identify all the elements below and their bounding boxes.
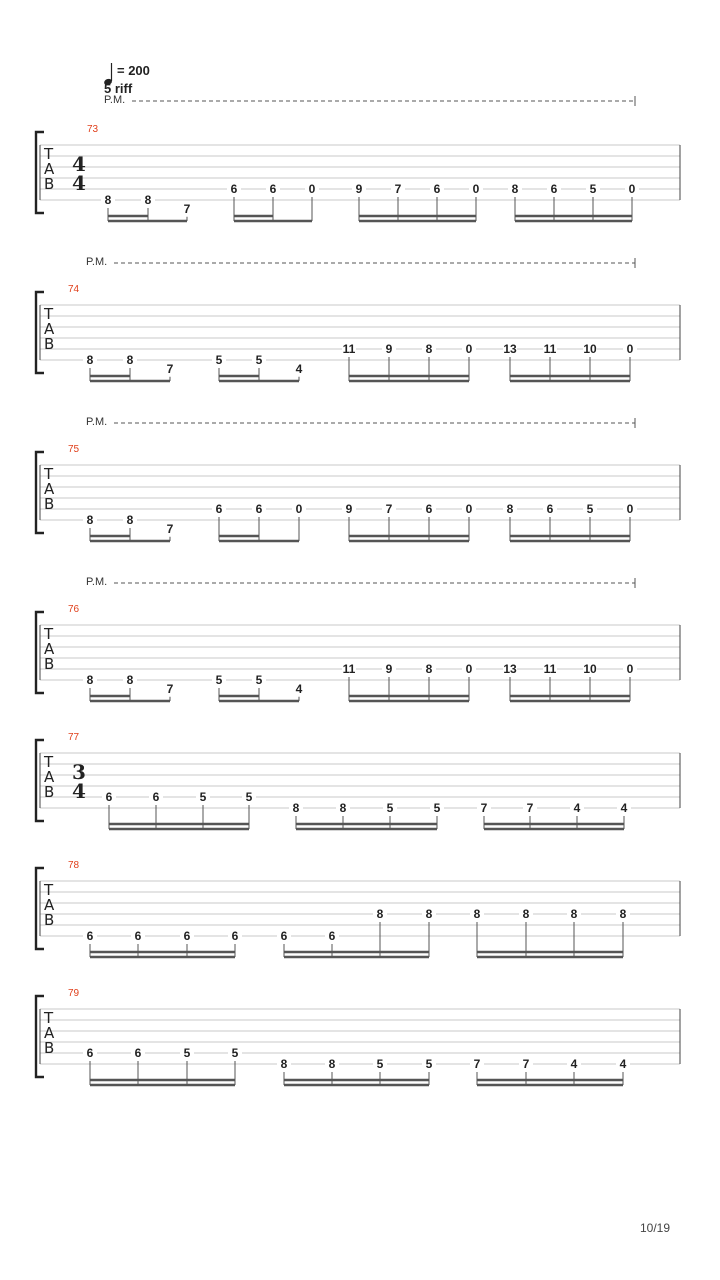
tab-clef-letter: T (44, 465, 54, 483)
tab-clef-letter: A (44, 768, 55, 786)
tab-note (305, 182, 319, 221)
tab-clef-letter: B (44, 335, 55, 353)
measure-number: 78 (68, 860, 80, 871)
measure-number: 76 (68, 604, 80, 615)
note-beam (349, 536, 469, 541)
fret-number: 4 (295, 681, 303, 696)
note-beam (510, 696, 630, 701)
note-beam (90, 952, 235, 957)
fret-number: 6 (86, 929, 94, 943)
fret-number: 8 (425, 342, 433, 356)
fret-number: 5 (255, 673, 263, 687)
palm-mute-label: P.M. (86, 256, 108, 268)
page-number: 10/19 (640, 1221, 671, 1235)
tab-clef-letter: T (44, 1009, 54, 1027)
fret-number: 8 (126, 353, 134, 367)
tab-note (616, 907, 630, 957)
fret-number: 6 (86, 1046, 94, 1060)
fret-number: 8 (292, 801, 300, 815)
fret-number: 6 (546, 502, 554, 516)
tempo-marking: = 200 (117, 63, 150, 78)
fret-number: 7 (394, 182, 402, 196)
fret-number: 0 (465, 502, 473, 516)
tab-clef-letter: A (44, 480, 55, 498)
tab-system (36, 256, 680, 381)
fret-number: 9 (355, 182, 363, 196)
fret-number: 8 (619, 907, 627, 921)
palm-mute-label: P.M. (86, 576, 108, 588)
fret-number: 13 (503, 342, 517, 356)
fret-number: 8 (425, 907, 433, 921)
fret-number: 10 (583, 342, 597, 356)
fret-number: 5 (199, 790, 207, 804)
fret-number: 5 (255, 353, 263, 367)
fret-number: 8 (126, 673, 134, 687)
fret-number: 0 (628, 182, 636, 196)
palm-mute-marking (86, 576, 635, 588)
fret-number: 6 (328, 929, 336, 943)
fret-number: 7 (385, 502, 393, 516)
tab-note (180, 202, 194, 221)
tab-note (163, 522, 177, 541)
fret-number: 0 (465, 662, 473, 676)
fret-number: 6 (433, 182, 441, 196)
fret-number: 9 (385, 662, 393, 676)
fret-number: 7 (473, 1057, 481, 1071)
fret-number: 9 (385, 342, 393, 356)
fret-number: 8 (104, 193, 112, 207)
fret-number: 11 (543, 342, 557, 356)
tab-clef-letter: B (44, 175, 55, 193)
tab-clef-letter: A (44, 1024, 55, 1042)
time-signature-top: 4 (72, 152, 86, 176)
measure-number: 79 (68, 988, 80, 999)
fret-number: 9 (345, 502, 353, 516)
measure-number: 75 (68, 444, 80, 455)
tab-clef-letter: T (44, 145, 54, 163)
fret-number: 5 (231, 1046, 239, 1060)
fret-number: 6 (134, 1046, 142, 1060)
tab-staff (40, 753, 680, 808)
time-signature (72, 152, 86, 195)
tab-note (470, 907, 484, 957)
time-signature (72, 760, 86, 803)
tab-system (36, 732, 680, 829)
note-beam (477, 952, 623, 957)
tab-note (567, 907, 581, 957)
tab-clef-letter: B (44, 911, 55, 929)
fret-number: 4 (573, 801, 581, 815)
fret-number: 6 (105, 790, 113, 804)
measure-number: 77 (68, 732, 80, 743)
fret-number: 5 (586, 502, 594, 516)
fret-number: 10 (583, 662, 597, 676)
palm-mute-marking (86, 416, 635, 428)
fret-number: 0 (465, 342, 473, 356)
fret-number: 5 (386, 801, 394, 815)
fret-number: 7 (183, 201, 191, 216)
tab-clef-letter: A (44, 896, 55, 914)
tab-clef-letter: T (44, 625, 54, 643)
fret-number: 4 (619, 1057, 627, 1071)
tab-system (36, 416, 680, 541)
fret-number: 6 (183, 929, 191, 943)
fret-number: 8 (126, 513, 134, 527)
tab-note (519, 907, 533, 957)
note-beam (296, 824, 437, 829)
fret-number: 7 (522, 1057, 530, 1071)
measure-number: 74 (68, 284, 80, 295)
note-beam (284, 952, 429, 957)
fret-number: 8 (506, 502, 514, 516)
fret-number: 6 (134, 929, 142, 943)
palm-mute-label: P.M. (86, 416, 108, 428)
fret-number: 7 (526, 801, 534, 815)
tab-note (422, 907, 436, 957)
tab-system (36, 860, 680, 957)
note-beam (349, 376, 469, 381)
tab-clef-letter: A (44, 640, 55, 658)
tab-staff (40, 881, 680, 936)
fret-number: 4 (620, 801, 628, 815)
note-beam (109, 824, 249, 829)
fret-number: 6 (230, 182, 238, 196)
fret-number: 8 (425, 662, 433, 676)
fret-number: 6 (215, 502, 223, 516)
tab-note (292, 502, 306, 541)
fret-number: 6 (425, 502, 433, 516)
fret-number: 8 (570, 907, 578, 921)
tab-system (36, 576, 680, 701)
fret-number: 5 (183, 1046, 191, 1060)
palm-mute-marking (104, 94, 635, 106)
tab-clef-letter: B (44, 783, 55, 801)
fret-number: 11 (543, 662, 557, 676)
fret-number: 5 (215, 673, 223, 687)
fret-number: 6 (255, 502, 263, 516)
time-signature-bottom: 4 (72, 779, 86, 803)
tab-note (373, 907, 387, 957)
tab-clef-letter: T (44, 753, 54, 771)
fret-number: 7 (166, 361, 174, 376)
tab-system (36, 94, 680, 221)
time-signature-bottom: 4 (72, 171, 86, 195)
fret-number: 8 (339, 801, 347, 815)
measure-number: 73 (87, 124, 99, 135)
fret-number: 6 (269, 182, 277, 196)
fret-number: 8 (473, 907, 481, 921)
fret-number: 6 (280, 929, 288, 943)
note-beam (359, 216, 476, 221)
note-beam (515, 216, 632, 221)
fret-number: 8 (86, 353, 94, 367)
palm-mute-marking (86, 256, 635, 268)
tab-clef-letter: A (44, 160, 55, 178)
fret-number: 0 (295, 502, 303, 516)
fret-number: 0 (626, 502, 634, 516)
tab-clef-letter: B (44, 655, 55, 673)
tab-note (292, 362, 306, 381)
note-beam (510, 536, 630, 541)
tab-clef-letter: B (44, 1039, 55, 1057)
fret-number: 7 (480, 801, 488, 815)
tab-clef-letter: A (44, 320, 55, 338)
time-signature-top: 3 (72, 760, 86, 784)
section-label: 5 riff (104, 81, 133, 96)
fret-number: 8 (376, 907, 384, 921)
score-header (103, 63, 150, 96)
fret-number: 5 (433, 801, 441, 815)
palm-mute-label: P.M. (104, 94, 126, 106)
fret-number: 6 (231, 929, 239, 943)
fret-number: 13 (503, 662, 517, 676)
fret-number: 8 (328, 1057, 336, 1071)
note-beam (484, 824, 624, 829)
note-beam (349, 696, 469, 701)
fret-number: 8 (522, 907, 530, 921)
tab-clef-letter: T (44, 305, 54, 323)
note-beam (477, 1080, 623, 1085)
tab-note (163, 682, 177, 701)
fret-number: 8 (144, 193, 152, 207)
fret-number: 0 (472, 182, 480, 196)
fret-number: 8 (511, 182, 519, 196)
fret-number: 5 (245, 790, 253, 804)
fret-number: 11 (342, 662, 356, 676)
note-beam (284, 1080, 429, 1085)
fret-number: 6 (550, 182, 558, 196)
fret-number: 0 (626, 662, 634, 676)
fret-number: 11 (342, 342, 356, 356)
fret-number: 5 (589, 182, 597, 196)
tab-note (292, 682, 306, 701)
fret-number: 5 (215, 353, 223, 367)
fret-number: 4 (570, 1057, 578, 1071)
fret-number: 0 (626, 342, 634, 356)
tab-clef-letter: T (44, 881, 54, 899)
fret-number: 8 (280, 1057, 288, 1071)
fret-number: 5 (425, 1057, 433, 1071)
tab-system (36, 988, 680, 1085)
note-beam (90, 1080, 235, 1085)
fret-number: 7 (166, 521, 174, 536)
fret-number: 4 (295, 361, 303, 376)
fret-number: 7 (166, 681, 174, 696)
fret-number: 0 (308, 182, 316, 196)
note-beam (510, 376, 630, 381)
tab-note (163, 362, 177, 381)
fret-number: 8 (86, 673, 94, 687)
fret-number: 8 (86, 513, 94, 527)
tab-clef-letter: B (44, 495, 55, 513)
fret-number: 6 (152, 790, 160, 804)
fret-number: 5 (376, 1057, 384, 1071)
